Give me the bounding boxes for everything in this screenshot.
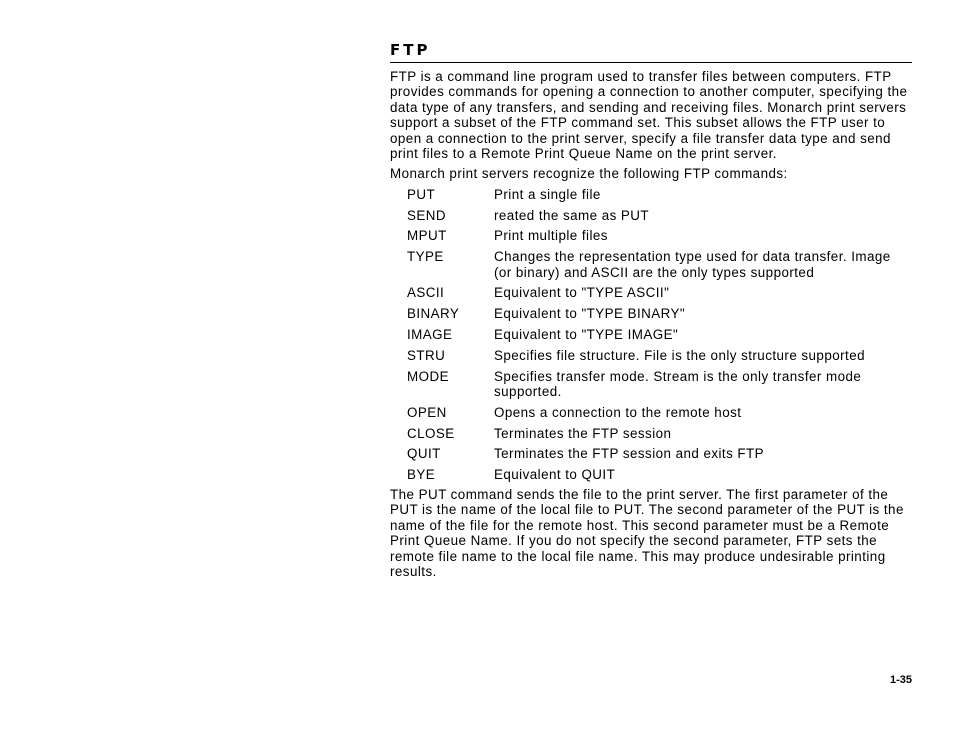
command-row-type xyxy=(407,249,912,280)
command-name: BINARY xyxy=(407,306,460,322)
command-description: reated the same as PUT xyxy=(494,207,650,223)
command-description: Print a single file xyxy=(494,186,601,202)
command-name: ASCII xyxy=(407,285,445,301)
command-row-close xyxy=(407,426,912,441)
command-name: OPEN xyxy=(407,404,447,420)
put-explanation-paragraph: The PUT command sends the file to the print server. The first parameter of the PUT is the name of the local file to PUT. The second parameter of the PUT is the name of the file for the remote host. This second parameter must be a Remote Print Queue Name. If you do not specify the second parameter, FTP sets the remote file name to the local file name. This may produce undesirable printing results. xyxy=(390,487,904,580)
command-description: Terminates the FTP session xyxy=(494,425,672,441)
command-description: Specifies transfer mode. Stream is the only transfer mode supported. xyxy=(494,368,862,400)
command-description: Print multiple files xyxy=(494,228,608,244)
command-row-mput xyxy=(407,228,912,243)
command-name: BYE xyxy=(407,467,436,483)
command-name: TYPE xyxy=(407,249,444,265)
command-description: Equivalent to "TYPE IMAGE" xyxy=(494,327,679,343)
command-description: Changes the representation type used for data transfer. Image (or binary) and ASCII are the only types supported xyxy=(494,249,891,280)
command-name: PUT xyxy=(407,186,436,202)
command-name: SEND xyxy=(407,207,447,223)
command-name: MPUT xyxy=(407,228,447,244)
page-number: 1-35 xyxy=(889,674,912,686)
command-description: Equivalent to QUIT xyxy=(494,467,616,483)
command-name: MODE xyxy=(407,368,449,384)
command-description: Specifies file structure. File is the only structure supported xyxy=(494,347,866,363)
command-row-image xyxy=(407,327,912,342)
commands-intro-paragraph: Monarch print servers recognize the following FTP commands: xyxy=(390,166,788,182)
command-description: Equivalent to "TYPE BINARY" xyxy=(494,306,686,322)
command-row-put xyxy=(407,187,912,202)
command-row-ascii xyxy=(407,285,912,300)
command-row-open xyxy=(407,405,912,420)
command-name: STRU xyxy=(407,347,446,363)
command-row-send xyxy=(407,208,912,223)
command-name: CLOSE xyxy=(407,425,455,441)
command-row-binary xyxy=(407,306,912,321)
command-description: Terminates the FTP session and exits FTP xyxy=(494,446,765,462)
command-row-quit xyxy=(407,446,912,461)
command-name: IMAGE xyxy=(407,327,453,343)
command-description: Opens a connection to the remote host xyxy=(494,404,742,420)
command-list xyxy=(407,187,912,483)
command-row-mode xyxy=(407,369,912,400)
command-description: Equivalent to "TYPE ASCII" xyxy=(494,285,670,301)
document-body xyxy=(390,40,912,579)
command-row-bye xyxy=(407,467,912,482)
section-heading: FTP xyxy=(390,40,912,63)
intro-paragraph: FTP is a command line program used to transfer files between computers. FTP provides commands for opening a connection to another computer, specifying the data type of any transfers, and sending and receiving files. Monarch print servers support a subset of the FTP command set. This subset allows the FTP user to open a connection to the print server, specify a file transfer data type and send print files to a Remote Print Queue Name on the print server. xyxy=(390,69,908,162)
command-row-stru xyxy=(407,348,912,363)
command-name: QUIT xyxy=(407,446,441,462)
